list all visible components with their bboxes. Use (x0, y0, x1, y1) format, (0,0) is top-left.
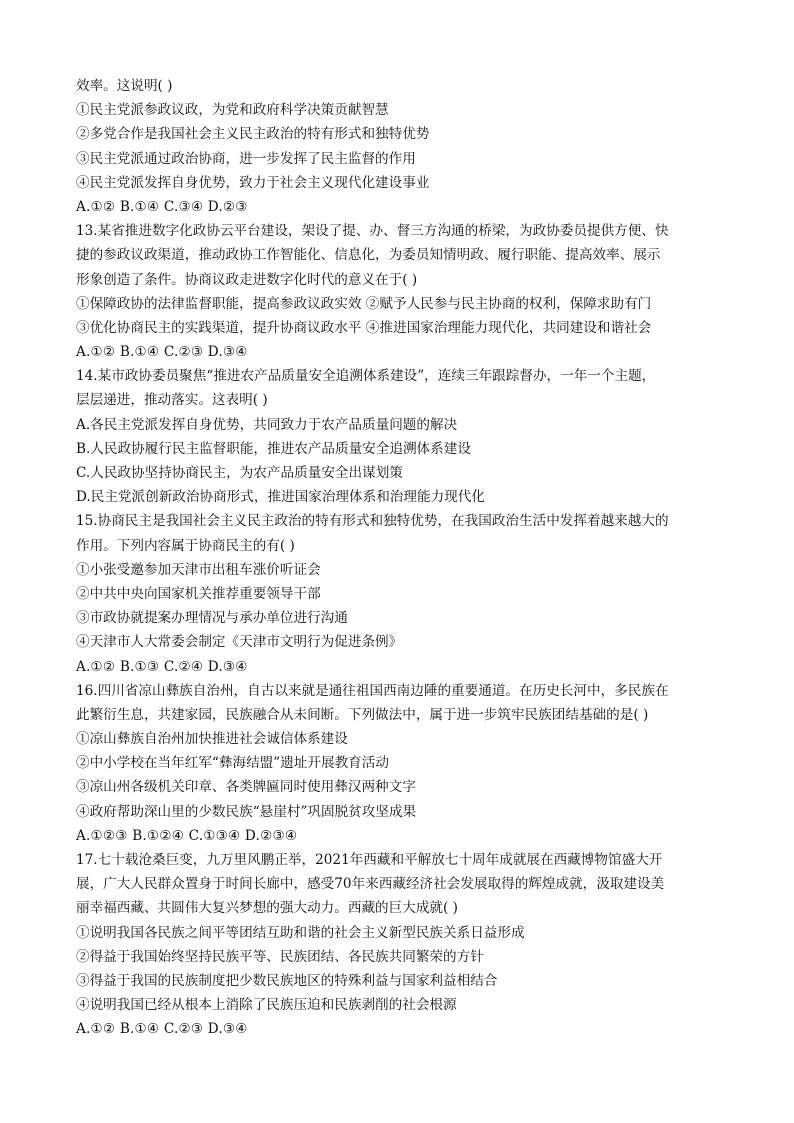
question-12-option-3: ③民主党派通过政治协商，进一步发挥了民主监督的作用 (76, 150, 416, 167)
question-12-answers: A.①② B.①④ C.③④ D.②③ (76, 198, 248, 215)
question-12-option-1: ①民主党派参政议政，为党和政府科学决策贡献智慧 (76, 102, 389, 119)
question-12-option-2: ②多党合作是我国社会主义民主政治的特有形式和独特优势 (76, 126, 430, 143)
question-13-stem-line-2: 捷的参政议政渠道，推动政协工作智能化、信息化，为委员知情明政、履行职能、提高效率、展示 (76, 247, 661, 264)
question-16-option-3: ③凉山州各级机关印章、各类牌匾同时使用彝汉两种文字 (76, 779, 416, 796)
question-14 (76, 364, 736, 509)
question-14-option-a: A.各民主党派发挥自身优势，共同致力于农产品质量问题的解决 (76, 416, 458, 433)
question-15-option-4: ④天津市人大常委会制定《天津市文明行为促进条例》 (76, 634, 403, 651)
question-15 (76, 509, 736, 678)
question-13-stem-line-1: 13.某省推进数字化政协云平台建设，架设了提、办、督三方沟通的桥梁，为政协委员提供方便、快 (76, 223, 669, 240)
question-17 (76, 848, 736, 1042)
question-17-option-2: ②得益于我国始终坚持民族平等、民族团结、各民族共同繁荣的方针 (76, 948, 484, 965)
question-15-stem-line-2: 作用。下列内容属于协商民主的有( ) (76, 537, 295, 554)
question-14-option-c: C.人民政协坚持协商民主，为农产品质量安全出谋划策 (76, 465, 403, 481)
question-17-option-1: ①说明我国各民族之间平等团结互助和谐的社会主义新型民族关系日益形成 (76, 924, 525, 941)
question-15-option-3: ③市政协就提案办理情况与承办单位进行沟通 (76, 610, 348, 627)
question-17-answers: A.①② B.①④ C.②③ D.③④ (76, 1021, 248, 1038)
question-14-option-d: D.民主党派创新政治协商形式，推进国家治理体系和治理能力现代化 (76, 489, 485, 506)
question-15-answers: A.①② B.①③ C.②④ D.③④ (76, 658, 248, 675)
question-16-stem-line-2: 此繁衍生息，共建家园，民族融合从未间断。下列做法中，属于进一步筑牢民族团结基础的是( ) (76, 706, 649, 723)
question-12 (76, 74, 736, 219)
question-16-stem-line-1: 16.四川省凉山彝族自治州，自古以来就是通往祖国西南边陲的重要通道。在历史长河中，多民族在 (76, 682, 669, 699)
question-12-stem-line: 效率。这说明( ) (76, 78, 173, 94)
question-13 (76, 219, 736, 364)
question-15-option-1: ①小张受邀参加天津市出租车涨价听证会 (76, 561, 321, 578)
question-16-option-4: ④政府帮助深山里的少数民族“悬崖村”巩固脱贫攻坚成果 (76, 803, 417, 820)
question-17-stem-line-3: 丽幸福西藏、共圆伟大复兴梦想的强大动力。西藏的巨大成就( ) (76, 900, 458, 917)
question-13-options-row-2: ③优化协商民主的实践渠道，提升协商议政水平 ④推进国家治理能力现代化，共同建设和谐社会 (76, 319, 652, 336)
question-16-option-1: ①凉山彝族自治州加快推进社会诚信体系建设 (76, 731, 348, 748)
question-14-option-b: B.人民政协履行民主监督职能，推进农产品质量安全追溯体系建设 (76, 440, 471, 457)
question-16 (76, 679, 736, 848)
question-17-stem-line-1: 17.七十载沧桑巨变，九万里风鹏正举，2021年西藏和平解放七十周年成就展在西藏博物馆盛大开 (76, 852, 663, 868)
exam-page (76, 74, 736, 1042)
question-14-stem-line-1: 14.某市政协委员聚焦“推进农产品质量安全追溯体系建设”，连续三年跟踪督办，一年一个主题， (76, 368, 656, 385)
question-17-option-3: ③得益于我国的民族制度把少数民族地区的特殊利益与国家利益相结合 (76, 972, 498, 989)
question-14-stem-line-2: 层层递进，推动落实。这表明( ) (76, 392, 268, 409)
question-15-stem-line-1: 15.协商民主是我国社会主义民主政治的特有形式和独特优势，在我国政治生活中发挥着越来越大的 (76, 513, 669, 530)
question-16-answers: A.①②③ B.①②④ C.①③④ D.②③④ (76, 827, 298, 844)
question-12-option-4: ④民主党派发挥自身优势，致力于社会主义现代化建设事业 (76, 174, 430, 191)
question-13-answers: A.①② B.①④ C.②③ D.③④ (76, 344, 248, 361)
question-17-option-4: ④说明我国已经从根本上消除了民族压迫和民族剥削的社会根源 (76, 997, 457, 1014)
question-15-option-2: ②中共中央向国家机关推荐重要领导干部 (76, 585, 321, 602)
question-16-option-2: ②中小学校在当年红军“彝海结盟”遗址开展教育活动 (76, 755, 389, 772)
question-13-options-row-1: ①保障政协的法律监督职能，提高参政议政实效 ②赋予人民参与民主协商的权利，保障求助有门 (76, 295, 652, 312)
question-13-stem-line-3: 形象创造了条件。协商议政走进数字化时代的意义在于( ) (76, 271, 418, 288)
question-17-stem-line-2: 展，广大人民群众置身于时间长廊中，感受70年来西藏经济社会发展取得的辉煌成就，汲取建设美 (76, 876, 665, 893)
